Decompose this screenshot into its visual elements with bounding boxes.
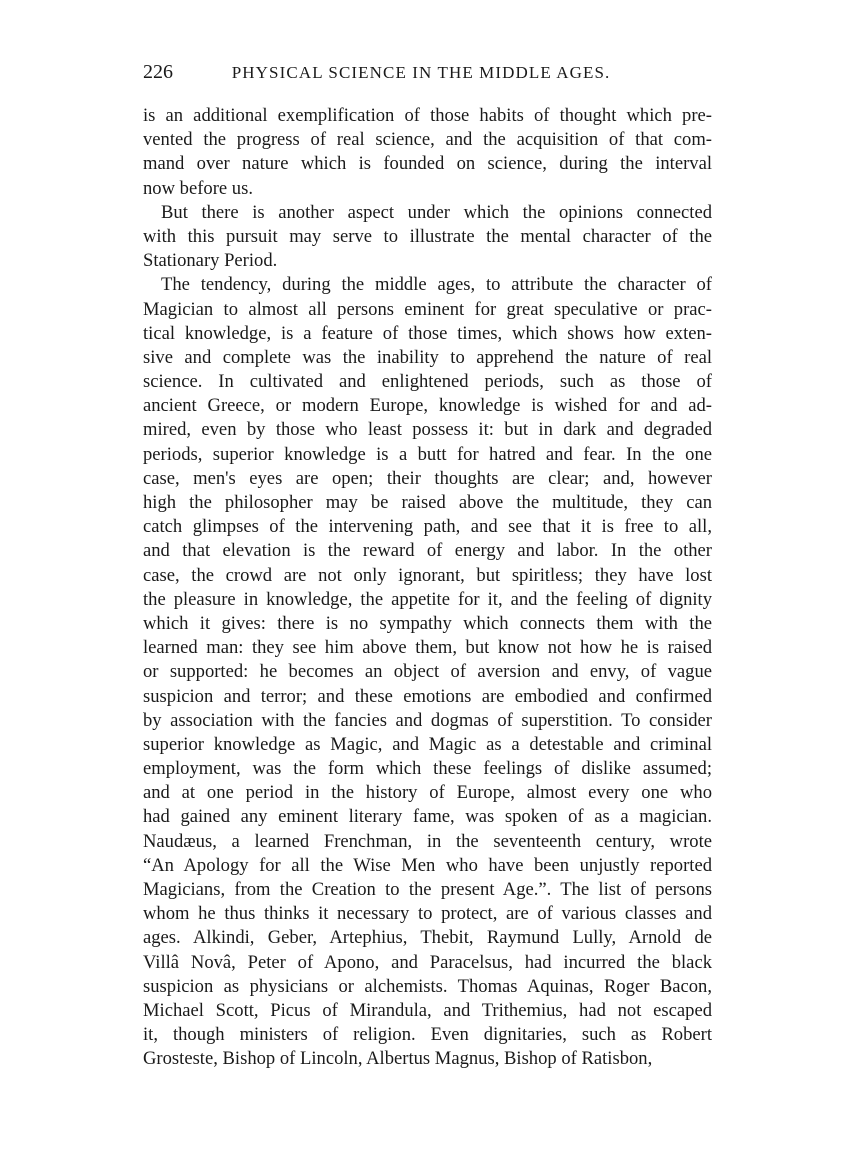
text-line: But there is another aspect under which the opinions connected bbox=[161, 201, 712, 223]
text-line: ancient Greece, or modern Europe, knowledge is wished for and ad- bbox=[143, 395, 712, 417]
text-line: “An Apology for all the Wise Men who have been unjustly reported bbox=[143, 854, 712, 876]
text-line: superior knowledge as Magic, and Magic as a detestable and criminal bbox=[143, 733, 712, 755]
text-line: it, though ministers of religion. Even dignitaries, such as Robert bbox=[143, 1024, 712, 1046]
text-line: Magicians, from the Creation to the present Age.”. The list of persons bbox=[143, 879, 712, 900]
text-line: is an additional exemplification of those habits of thought which pre- bbox=[143, 105, 712, 126]
text-line: or supported: he becomes an object of aversion and envy, of vague bbox=[143, 661, 712, 683]
text-line: mired, even by those who least possess it: but in dark and degraded bbox=[143, 419, 712, 441]
text-line: the pleasure in knowledge, the appetite for it, and the feeling of dignity bbox=[143, 588, 712, 610]
text-line: tical knowledge, is a feature of those times, which shows how exten- bbox=[143, 322, 712, 344]
text-line: which it gives: there is no sympathy which connects them with the bbox=[143, 612, 712, 634]
text-line: learned man: they see him above them, but know not how he is raised bbox=[143, 637, 712, 659]
text-line: Magician to almost all persons eminent for great speculative or prac- bbox=[143, 298, 712, 320]
text-line: and that elevation is the reward of energy and labor. In the other bbox=[143, 540, 712, 562]
text-line: Villâ Novâ, Peter of Apono, and Paracelsus, had incurred the black bbox=[143, 951, 712, 973]
running-header bbox=[143, 60, 712, 85]
text-line: vented the progress of real science, and the acquisition of that com- bbox=[143, 129, 712, 151]
text-line: Michael Scott, Picus of Mirandula, and Trithemius, had not escaped bbox=[143, 999, 712, 1021]
text-line: Stationary Period. bbox=[143, 250, 278, 272]
text-line: ages. Alkindi, Geber, Artephius, Thebit, Raymund Lully, Arnold de bbox=[143, 927, 712, 949]
text-line: case, men's eyes are open; their thoughts are clear; and, however bbox=[143, 467, 712, 489]
text-line: suspicion and terror; and these emotions are embodied and confirmed bbox=[143, 685, 712, 707]
text-line: Naudæus, a learned Frenchman, in the seventeenth century, wrote bbox=[143, 830, 712, 852]
text-line: catch glimpses of the intervening path, and see that it is free to all, bbox=[143, 516, 712, 538]
body-text bbox=[143, 104, 712, 1072]
text-line: case, the crowd are not only ignorant, but spiritless; they have lost bbox=[143, 564, 712, 586]
text-line: The tendency, during the middle ages, to attribute the character of bbox=[161, 274, 712, 296]
text-line: mand over nature which is founded on science, during the interval bbox=[143, 153, 712, 175]
text-line: now before us. bbox=[143, 177, 253, 199]
running-title: PHYSICAL SCIENCE IN THE MIDDLE AGES. bbox=[231, 63, 611, 82]
text-line: periods, superior knowledge is a butt for hatred and fear. In the one bbox=[143, 443, 712, 465]
text-line: whom he thus thinks it necessary to protect, are of various classes and bbox=[143, 903, 712, 925]
text-line: sive and complete was the inability to apprehend the nature of real bbox=[143, 346, 712, 368]
page-number: 226 bbox=[143, 61, 173, 83]
text-line: by association with the fancies and dogmas of superstition. To consider bbox=[143, 709, 712, 731]
text-line: high the philosopher may be raised above the multitude, they can bbox=[143, 492, 712, 513]
text-line: employment, was the form which these feelings of dislike assumed; bbox=[143, 758, 712, 780]
text-line: had gained any eminent literary fame, was spoken of as a magician. bbox=[143, 806, 712, 828]
text-line: with this pursuit may serve to illustrate the mental character of the bbox=[143, 225, 712, 247]
text-line: science. In cultivated and enlightened periods, such as those of bbox=[143, 371, 712, 393]
text-line: and at one period in the history of Europe, almost every one who bbox=[143, 782, 712, 804]
text-line: Grosteste, Bishop of Lincoln, Albertus Magnus, Bishop of Ratisbon, bbox=[143, 1048, 653, 1070]
text-line: suspicion as physicians or alchemists. Thomas Aquinas, Roger Bacon, bbox=[143, 975, 712, 997]
